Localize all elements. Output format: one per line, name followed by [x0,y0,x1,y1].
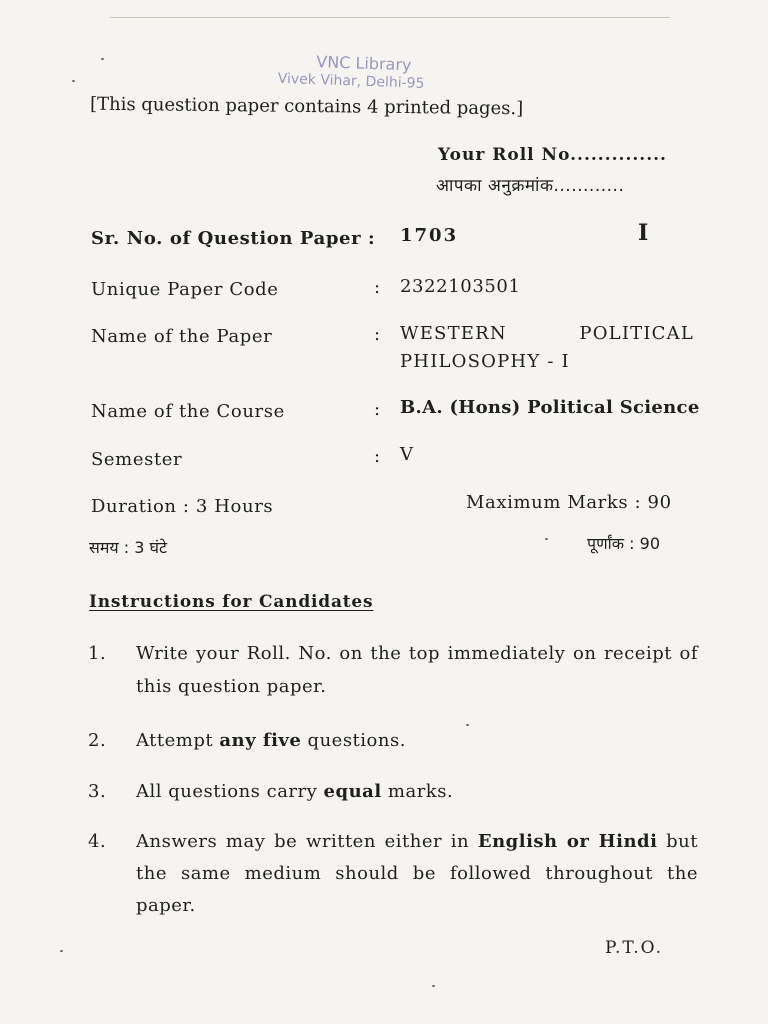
course-name-value: B.A. (Hons) Political Science [400,397,700,418]
instruction-text [136,775,698,808]
instruction-text-part: Attempt [136,730,220,751]
instruction-text-part: All questions carry [136,781,324,802]
duration-hindi: समय : 3 घंटे [89,538,168,557]
instruction-item-3 [88,775,698,808]
instruction-number: 2. [88,730,107,751]
roll-number-english: Your Roll No.............. [438,145,667,165]
instruction-emphasis: any five [219,730,302,751]
top-rule [110,17,670,18]
paper-name-value-line1: WESTERN POLITICAL [400,323,694,344]
instruction-text-part: marks. [381,781,454,802]
scan-speck [432,985,435,987]
scan-speck [545,538,548,540]
library-stamp [269,51,470,96]
stamp-line-1: VNC Library [316,52,412,75]
paper-name-value-line2: PHILOSOPHY - I [400,351,570,372]
paper-name-label: Name of the Paper [91,326,273,347]
please-turn-over: P.T.O. [605,938,663,958]
instruction-text: Write your Roll. No. on the top immediately on receipt of this question paper. [136,643,698,697]
instruction-item-2 [88,724,698,757]
instruction-text-part: but the same medium should be followed throughout the paper. [136,831,698,916]
upc-colon: : [374,277,381,298]
paper-name-colon: : [374,324,381,345]
instruction-number: 3. [88,781,107,802]
instruction-item-4 [88,826,698,922]
instruction-item-1 [88,637,698,703]
duration-english: Duration : 3 Hours [91,496,274,517]
semester-value: V [400,444,414,465]
instruction-number: 1. [88,643,107,664]
instruction-text [136,826,698,922]
instructions-title: Instructions for Candidates [89,592,374,612]
semester-label: Semester [91,449,183,470]
sr-no-value: 1703 [400,225,459,246]
instruction-text [136,724,698,757]
header-note: [This question paper contains 4 printed pages.] [89,93,524,120]
roll-number-hindi: आपका अनुक्रमांक............ [436,176,625,196]
course-name-label: Name of the Course [91,401,285,422]
max-marks-english: Maximum Marks : 90 [466,492,672,513]
scan-speck [101,58,104,60]
instruction-text-part: Answers may be written either in [136,831,478,852]
semester-colon: : [374,446,381,467]
instruction-text-part: questions. [301,730,406,751]
stamp-line-2: Vivek Vihar, Delhi-95 [277,70,425,92]
instruction-emphasis: equal [323,781,382,802]
instruction-number: 4. [88,831,107,852]
set-mark: I [638,220,649,246]
scan-speck [60,950,63,952]
upc-label: Unique Paper Code [91,279,279,300]
course-name-colon: : [374,399,381,420]
scan-speck [466,724,469,726]
scan-speck [72,80,75,82]
upc-value: 2322103501 [400,276,521,297]
max-marks-hindi: पूर्णांक : 90 [587,534,661,553]
sr-no-label: Sr. No. of Question Paper : [91,228,376,249]
instruction-emphasis: English or Hindi [477,831,658,852]
